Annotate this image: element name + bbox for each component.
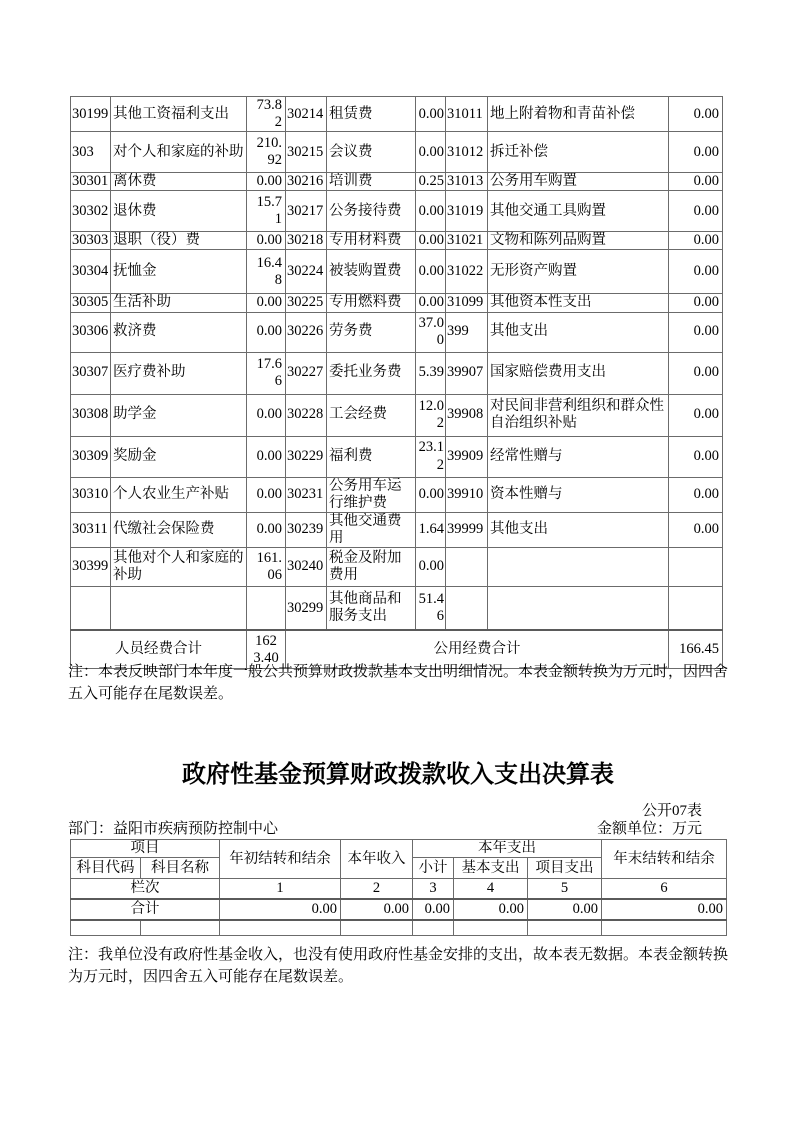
val-cell: 0.00 <box>247 232 286 250</box>
header-project: 项目 <box>71 840 220 858</box>
code-cell: 39910 <box>446 477 488 512</box>
table1-row <box>71 436 723 477</box>
name-cell: 个人农业生产补贴 <box>111 477 247 512</box>
table2-note: 注：我单位没有政府性基金收入，也没有使用政府性基金安排的支出，故本表无数据。本表金额转换为万元时，因四舍五入可能存在尾数误差。 <box>68 947 729 985</box>
val-cell: 0.00 <box>669 250 723 294</box>
table1-row <box>71 173 723 191</box>
table1-row <box>71 477 723 512</box>
name-cell: 代缴社会保险费 <box>111 512 247 547</box>
name-cell: 劳务费 <box>327 312 416 352</box>
code-cell: 30308 <box>71 394 111 436</box>
code-cell: 30311 <box>71 512 111 547</box>
table-code-label: 公开07表 <box>641 803 702 819</box>
val-cell: 0.00 <box>669 173 723 191</box>
department-label: 部门：益阳市疾病预防控制中心 <box>68 821 279 837</box>
total-value: 0.00 <box>220 899 341 920</box>
code-cell: 30215 <box>286 132 327 173</box>
name-cell: 医疗费补助 <box>111 352 247 394</box>
basic-expenditure-detail-table <box>70 96 723 669</box>
table1-row <box>71 547 723 586</box>
name-cell: 退职（役）费 <box>111 232 247 250</box>
name-cell: 专用材料费 <box>327 232 416 250</box>
gov-fund-budget-table <box>70 839 727 936</box>
column-index-cell: 6 <box>602 879 727 899</box>
code-cell: 30305 <box>71 294 111 312</box>
name-cell: 经常性赠与 <box>488 436 669 477</box>
name-cell: 奖励金 <box>111 436 247 477</box>
val-cell: 5.39 <box>416 352 446 394</box>
name-cell: 救济费 <box>111 312 247 352</box>
table1-row <box>71 312 723 352</box>
header-subtotal: 小计 <box>413 858 454 879</box>
unit-label: 金额单位：万元 <box>596 821 702 837</box>
code-cell: 30229 <box>286 436 327 477</box>
public-total-label: 公用经费合计 <box>286 630 669 669</box>
code-cell: 30301 <box>71 173 111 191</box>
val-cell: 0.00 <box>416 232 446 250</box>
val-cell: 0.00 <box>669 97 723 132</box>
personnel-total-label: 人员经费合计 <box>71 630 247 669</box>
val-cell: 51.46 <box>416 586 446 630</box>
code-cell: 39908 <box>446 394 488 436</box>
val-cell: 0.00 <box>247 477 286 512</box>
empty-cell <box>528 920 602 936</box>
code-cell: 30218 <box>286 232 327 250</box>
name-cell: 离休费 <box>111 173 247 191</box>
val-cell: 1.64 <box>416 512 446 547</box>
empty-cell <box>141 920 220 936</box>
code-cell: 30306 <box>71 312 111 352</box>
name-cell: 公务用车运行维护费 <box>327 477 416 512</box>
code-cell: 30304 <box>71 250 111 294</box>
val-cell: 0.00 <box>416 132 446 173</box>
total-value: 0.00 <box>454 899 528 920</box>
column-index-cell: 2 <box>341 879 413 899</box>
val-cell: 0.00 <box>669 294 723 312</box>
column-index-label: 栏次 <box>71 879 220 899</box>
val-cell: 0.00 <box>416 477 446 512</box>
val-cell: 16.48 <box>247 250 286 294</box>
header-ending-balance: 年末结转和结余 <box>602 840 727 879</box>
column-index-cell: 5 <box>528 879 602 899</box>
table1-note: 注：本表反映部门本年度一般公共预算财政拨款基本支出明细情况。本表金额转换为万元时，因四舍五入可能存在尾数误差。 <box>68 664 729 702</box>
column-index-cell: 1 <box>220 879 341 899</box>
code-cell: 30199 <box>71 97 111 132</box>
code-cell: 31099 <box>446 294 488 312</box>
code-cell: 30399 <box>71 547 111 586</box>
name-cell: 其他交通工具购置 <box>488 191 669 232</box>
name-cell: 税金及附加费用 <box>327 547 416 586</box>
column-index-cell: 3 <box>413 879 454 899</box>
name-cell: 其他支出 <box>488 312 669 352</box>
table1-row <box>71 232 723 250</box>
val-cell: 0.00 <box>247 173 286 191</box>
val-cell: 37.00 <box>416 312 446 352</box>
val-cell: 0.00 <box>247 294 286 312</box>
name-cell: 福利费 <box>327 436 416 477</box>
code-cell: 31021 <box>446 232 488 250</box>
code-cell: 30239 <box>286 512 327 547</box>
empty-cell <box>71 920 141 936</box>
val-cell: 12.02 <box>416 394 446 436</box>
name-cell: 资本性赠与 <box>488 477 669 512</box>
code-cell: 31013 <box>446 173 488 191</box>
val-cell: 0.00 <box>669 312 723 352</box>
code-cell <box>446 547 488 586</box>
table1-row <box>71 250 723 294</box>
name-cell: 培训费 <box>327 173 416 191</box>
name-cell: 无形资产购置 <box>488 250 669 294</box>
name-cell: 地上附着物和青苗补偿 <box>488 97 669 132</box>
code-cell: 30214 <box>286 97 327 132</box>
val-cell: 0.00 <box>669 477 723 512</box>
empty-cell <box>413 920 454 936</box>
code-cell: 30240 <box>286 547 327 586</box>
total-row <box>71 899 727 920</box>
header-basic-expenditure: 基本支出 <box>454 858 528 879</box>
name-cell <box>488 586 669 630</box>
code-cell: 303 <box>71 132 111 173</box>
table1-row <box>71 394 723 436</box>
name-cell: 工会经费 <box>327 394 416 436</box>
val-cell: 0.00 <box>669 394 723 436</box>
val-cell: 15.71 <box>247 191 286 232</box>
code-cell: 30217 <box>286 191 327 232</box>
val-cell: 161.06 <box>247 547 286 586</box>
name-cell: 其他工资福利支出 <box>111 97 247 132</box>
val-cell: 0.25 <box>416 173 446 191</box>
table1-row <box>71 294 723 312</box>
val-cell: 0.00 <box>247 512 286 547</box>
table1-row <box>71 512 723 547</box>
name-cell <box>111 586 247 630</box>
code-cell: 30228 <box>286 394 327 436</box>
name-cell: 拆迁补偿 <box>488 132 669 173</box>
table1-row <box>71 586 723 630</box>
val-cell: 73.82 <box>247 97 286 132</box>
table1-row <box>71 352 723 394</box>
val-cell: 0.00 <box>247 436 286 477</box>
val-cell: 17.66 <box>247 352 286 394</box>
column-index-row <box>71 879 727 899</box>
total-value: 0.00 <box>602 899 727 920</box>
code-cell: 30225 <box>286 294 327 312</box>
total-value: 0.00 <box>341 899 413 920</box>
val-cell: 0.00 <box>416 547 446 586</box>
val-cell: 0.00 <box>416 97 446 132</box>
total-value: 0.00 <box>413 899 454 920</box>
val-cell: 0.00 <box>247 312 286 352</box>
code-cell: 39999 <box>446 512 488 547</box>
name-cell: 抚恤金 <box>111 250 247 294</box>
val-cell: 0.00 <box>669 512 723 547</box>
code-cell: 30216 <box>286 173 327 191</box>
val-cell: 0.00 <box>416 294 446 312</box>
name-cell: 租赁费 <box>327 97 416 132</box>
table1-row <box>71 132 723 173</box>
code-cell: 31019 <box>446 191 488 232</box>
val-cell: 0.00 <box>669 436 723 477</box>
code-cell: 30307 <box>71 352 111 394</box>
code-cell: 31012 <box>446 132 488 173</box>
code-cell: 39909 <box>446 436 488 477</box>
name-cell: 其他资本性支出 <box>488 294 669 312</box>
code-cell: 30299 <box>286 586 327 630</box>
val-cell <box>247 586 286 630</box>
empty-cell <box>602 920 727 936</box>
name-cell: 被装购置费 <box>327 250 416 294</box>
header-project-expenditure: 项目支出 <box>528 858 602 879</box>
val-cell: 0.00 <box>669 232 723 250</box>
val-cell: 0.00 <box>669 352 723 394</box>
header-current-expenditure: 本年支出 <box>413 840 602 858</box>
code-cell: 30303 <box>71 232 111 250</box>
name-cell: 会议费 <box>327 132 416 173</box>
code-cell: 30302 <box>71 191 111 232</box>
code-cell: 31022 <box>446 250 488 294</box>
val-cell: 0.00 <box>669 191 723 232</box>
code-cell: 399 <box>446 312 488 352</box>
code-cell: 30310 <box>71 477 111 512</box>
name-cell: 其他对个人和家庭的补助 <box>111 547 247 586</box>
empty-row <box>71 920 727 936</box>
name-cell: 退休费 <box>111 191 247 232</box>
personnel-total-value: 1623.40 <box>247 630 286 669</box>
table2-header-row-1 <box>71 840 727 858</box>
name-cell: 对个人和家庭的补助 <box>111 132 247 173</box>
name-cell: 委托业务费 <box>327 352 416 394</box>
header-current-income: 本年收入 <box>341 840 413 879</box>
code-cell: 31011 <box>446 97 488 132</box>
val-cell: 23.12 <box>416 436 446 477</box>
code-cell: 30231 <box>286 477 327 512</box>
val-cell <box>669 586 723 630</box>
empty-cell <box>454 920 528 936</box>
val-cell <box>669 547 723 586</box>
department-row <box>68 817 728 838</box>
column-index-cell: 4 <box>454 879 528 899</box>
code-cell: 30227 <box>286 352 327 394</box>
name-cell: 其他商品和服务支出 <box>327 586 416 630</box>
val-cell: 210.92 <box>247 132 286 173</box>
val-cell: 0.00 <box>669 132 723 173</box>
name-cell: 对民间非营利组织和群众性自治组织补贴 <box>488 394 669 436</box>
val-cell: 0.00 <box>416 250 446 294</box>
name-cell: 公务接待费 <box>327 191 416 232</box>
code-cell: 30309 <box>71 436 111 477</box>
code-cell: 30226 <box>286 312 327 352</box>
public-total-value: 166.45 <box>669 630 723 669</box>
code-cell: 39907 <box>446 352 488 394</box>
header-beginning-balance: 年初结转和结余 <box>220 840 341 879</box>
table1-body <box>71 97 723 631</box>
name-cell: 其他支出 <box>488 512 669 547</box>
name-cell: 文物和陈列品购置 <box>488 232 669 250</box>
code-cell: 30224 <box>286 250 327 294</box>
section2-title: 政府性基金预算财政拨款收入支出决算表 <box>182 762 614 788</box>
table1-row <box>71 97 723 132</box>
header-subject-code: 科目代码 <box>71 858 141 879</box>
val-cell: 0.00 <box>416 191 446 232</box>
code-cell <box>71 586 111 630</box>
code-cell <box>446 586 488 630</box>
name-cell: 公务用车购置 <box>488 173 669 191</box>
name-cell: 助学金 <box>111 394 247 436</box>
table1-row <box>71 191 723 232</box>
name-cell: 生活补助 <box>111 294 247 312</box>
total-value: 0.00 <box>528 899 602 920</box>
total-label: 合计 <box>71 899 220 920</box>
header-subject-name: 科目名称 <box>141 858 220 879</box>
name-cell: 国家赔偿费用支出 <box>488 352 669 394</box>
empty-cell <box>341 920 413 936</box>
name-cell: 其他交通费用 <box>327 512 416 547</box>
name-cell <box>488 547 669 586</box>
name-cell: 专用燃料费 <box>327 294 416 312</box>
val-cell: 0.00 <box>247 394 286 436</box>
empty-cell <box>220 920 341 936</box>
